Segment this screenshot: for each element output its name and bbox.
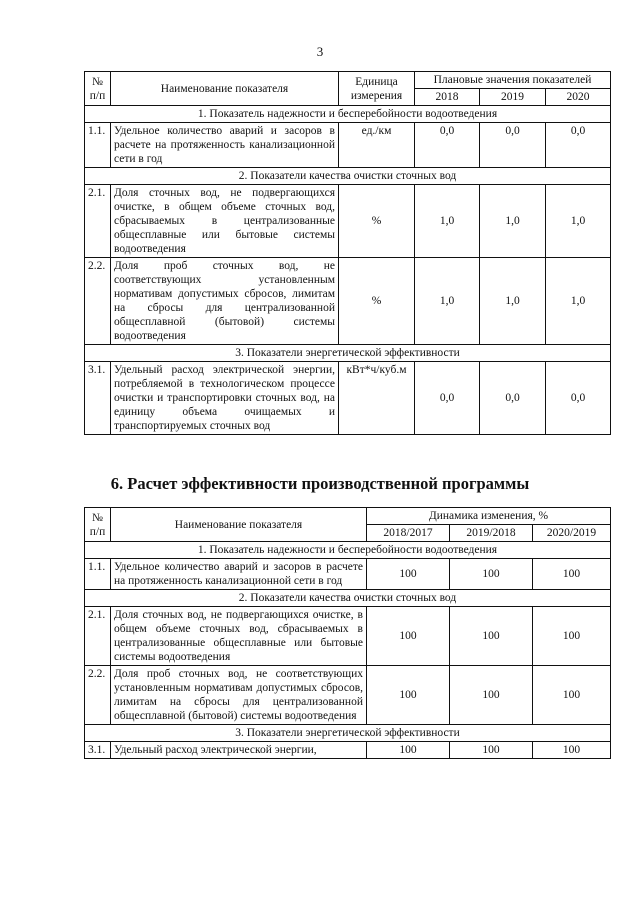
row-num: 2.2.	[85, 258, 111, 345]
table-row	[85, 362, 611, 435]
header-num: № п/п	[85, 72, 111, 106]
row-num: 1.1.	[85, 559, 111, 590]
section-title: 3. Показатели энергетической эффективности	[85, 345, 611, 362]
row-value: 100	[450, 666, 533, 725]
row-value: 0,0	[480, 123, 546, 168]
row-unit: %	[339, 185, 415, 258]
row-unit: %	[339, 258, 415, 345]
table-row	[85, 742, 611, 759]
section-title: 3. Показатели энергетической эффективности	[85, 725, 611, 742]
row-name: Доля проб сточных вод, не соответствующих установленным нормативам допустимых сбросов, лимитам на сбросы для централизованной общесплавной (бытовой) системы водоотведения	[111, 666, 367, 725]
section-title: 1. Показатель надежности и бесперебойности водоотведения	[85, 542, 611, 559]
row-value: 100	[367, 666, 450, 725]
table-row	[85, 123, 611, 168]
row-value: 100	[367, 607, 450, 666]
row-value: 1,0	[415, 258, 480, 345]
row-value: 1,0	[415, 185, 480, 258]
table-row	[85, 258, 611, 345]
section-title: 1. Показатель надежности и бесперебойности водоотведения	[85, 106, 611, 123]
planned-indicators-table	[84, 71, 611, 435]
row-name: Удельное количество аварий и засоров в расчете на протяженность канализационной сети в год	[111, 559, 367, 590]
header-year: 2020	[546, 89, 611, 106]
row-num: 3.1.	[85, 742, 111, 759]
row-name: Удельное количество аварий и засоров в расчете на протяженность канализационной сети в год	[111, 123, 339, 168]
row-name: Удельный расход электрической энергии, потребляемой в технологическом процессе очистки и транспортировки сточных вод, на единицу объема очищаемых и транспортируемых сточных вод	[111, 362, 339, 435]
row-value: 1,0	[480, 185, 546, 258]
section-heading: 6. Расчет эффективности производственной программы	[110, 474, 530, 493]
header-dynamics: Динамика изменения, %	[367, 508, 611, 525]
row-value: 0,0	[546, 123, 611, 168]
row-name: Доля сточных вод, не подвергающихся очистке, в общем объеме сточных вод, сбрасываемых в централизованные общесплавные или бытовые системы водоотведения	[111, 185, 339, 258]
header-year: 2019	[480, 89, 546, 106]
header-num: № п/п	[85, 508, 111, 542]
row-value: 100	[367, 742, 450, 759]
section-title: 2. Показатели качества очистки сточных вод	[85, 590, 611, 607]
header-period: 2018/2017	[367, 525, 450, 542]
table-row	[85, 559, 611, 590]
row-value: 100	[533, 666, 611, 725]
row-value: 100	[450, 607, 533, 666]
section-title: 2. Показатели качества очистки сточных вод	[85, 168, 611, 185]
row-num: 2.2.	[85, 666, 111, 725]
row-value: 100	[533, 559, 611, 590]
header-name: Наименование показателя	[111, 508, 367, 542]
row-value: 1,0	[546, 185, 611, 258]
row-name: Доля сточных вод, не подвергающихся очистке, в общем объеме сточных вод, сбрасываемых в централизованные общесплавные или бытовые системы водоотведения	[111, 607, 367, 666]
page-number: 3	[316, 44, 324, 59]
row-num: 2.1.	[85, 185, 111, 258]
row-value: 0,0	[546, 362, 611, 435]
table-row	[85, 185, 611, 258]
row-name: Удельный расход электрической энергии,	[111, 742, 367, 759]
row-num: 2.1.	[85, 607, 111, 666]
row-unit: кВт*ч/куб.м	[339, 362, 415, 435]
row-value: 100	[450, 742, 533, 759]
header-period: 2020/2019	[533, 525, 611, 542]
row-value: 0,0	[480, 362, 546, 435]
efficiency-table	[84, 507, 611, 759]
header-year: 2018	[415, 89, 480, 106]
row-name: Доля проб сточных вод, не соответствующих установленным нормативам допустимых сбросов, лимитам на сбросы для централизованной общесплавной (бытовой) системы водоотведения	[111, 258, 339, 345]
header-unit: Единица измерения	[339, 72, 415, 106]
table-row	[85, 666, 611, 725]
row-value: 1,0	[546, 258, 611, 345]
row-value: 1,0	[480, 258, 546, 345]
row-num: 3.1.	[85, 362, 111, 435]
row-value: 100	[450, 559, 533, 590]
row-unit: ед./км	[339, 123, 415, 168]
table-row	[85, 607, 611, 666]
header-name: Наименование показателя	[111, 72, 339, 106]
row-value: 100	[533, 607, 611, 666]
row-value: 100	[367, 559, 450, 590]
row-value: 0,0	[415, 123, 480, 168]
row-value: 0,0	[415, 362, 480, 435]
header-period: 2019/2018	[450, 525, 533, 542]
row-value: 100	[533, 742, 611, 759]
header-planned-values: Плановые значения показателей	[415, 72, 611, 89]
row-num: 1.1.	[85, 123, 111, 168]
